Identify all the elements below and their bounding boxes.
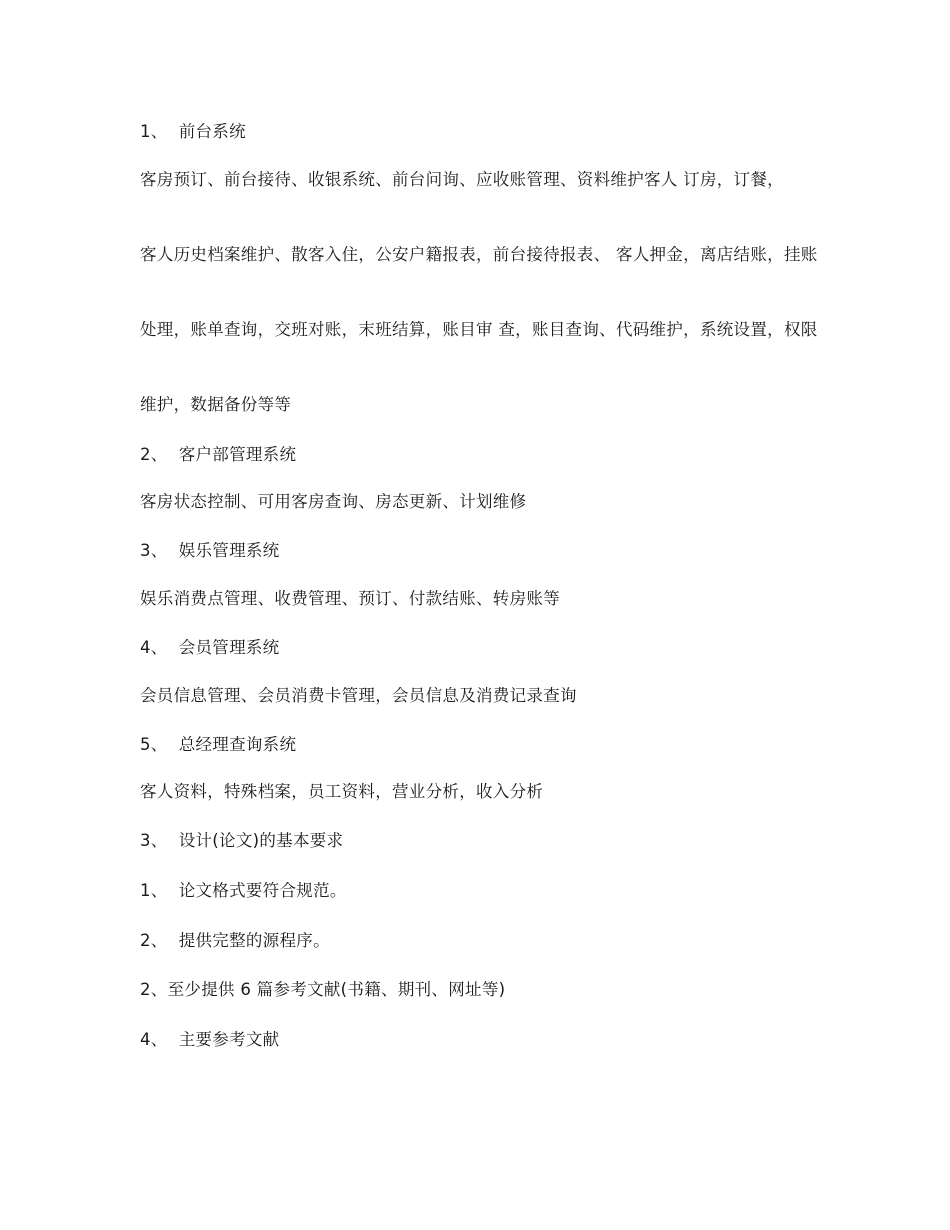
heading-front-desk-system: 1、 前台系统 — [140, 122, 246, 141]
heading-entertainment-system: 3、 娱乐管理系统 — [140, 541, 280, 560]
requirement-references: 2、至少提供 6 篇参考文献(书籍、期刊、网址等) — [140, 980, 506, 999]
heading-basic-requirements: 3、 设计(论文)的基本要求 — [140, 831, 344, 850]
paragraph-front-desk-line-2: 客人历史档案维护、散客入住，公安户籍报表，前台接待报表、 客人押金，离店结账，挂账 — [140, 245, 818, 264]
paragraph-front-desk-line-4: 维护，数据备份等等 — [140, 395, 292, 414]
requirement-source-code: 2、 提供完整的源程序。 — [140, 931, 330, 950]
heading-housekeeping-system: 2、 客户部管理系统 — [140, 445, 297, 464]
heading-member-system: 4、 会员管理系统 — [140, 638, 280, 657]
requirement-format: 1、 论文格式要符合规范。 — [140, 881, 347, 900]
paragraph-gm-query: 客人资料，特殊档案，员工资料，营业分析，收入分析 — [140, 782, 544, 801]
heading-main-references: 4、 主要参考文献 — [140, 1030, 280, 1049]
paragraph-front-desk-line-1: 客房预订、前台接待、收银系统、前台问询、应收账管理、资料维护客人 订房，订餐， — [140, 170, 784, 189]
paragraph-housekeeping: 客房状态控制、可用客房查询、房态更新、计划维修 — [140, 492, 527, 511]
paragraph-front-desk-line-3: 处理，账单查询，交班对账，末班结算，账目审 查，账目查询、代码维护，系统设置，权限 — [140, 320, 818, 339]
heading-gm-query-system: 5、 总经理查询系统 — [140, 735, 297, 754]
paragraph-member: 会员信息管理、会员消费卡管理，会员信息及消费记录查询 — [140, 686, 577, 705]
paragraph-entertainment: 娱乐消费点管理、收费管理、预订、付款结账、转房账等 — [140, 589, 560, 608]
